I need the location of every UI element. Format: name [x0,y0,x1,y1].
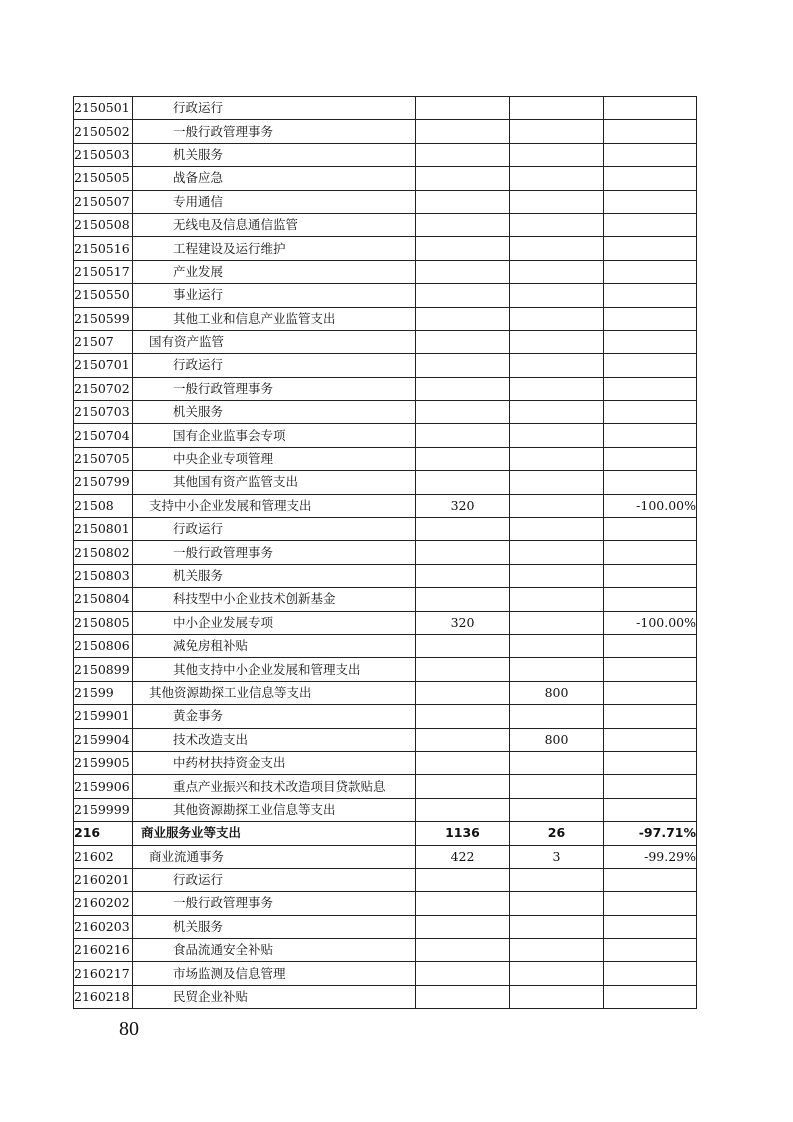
table-row [74,611,697,634]
value-cell-1 [416,518,510,541]
table-row [74,518,697,541]
value-cell-2 [510,167,604,190]
code-cell: 2160203 [74,915,133,938]
code-cell: 216 [74,822,133,845]
change-pct-cell [604,705,697,728]
value-cell-2 [510,494,604,517]
code-cell: 21508 [74,494,133,517]
value-cell-2 [510,634,604,657]
name-cell: 工程建设及运行维护 [133,237,416,260]
name-cell: 专用通信 [133,190,416,213]
code-cell: 2150802 [74,541,133,564]
change-pct-cell [604,97,697,120]
table-row [74,705,697,728]
value-cell-1 [416,447,510,470]
value-cell-1 [416,97,510,120]
change-pct-cell [604,143,697,166]
value-cell-1 [416,915,510,938]
code-cell: 2150806 [74,634,133,657]
table-row [74,751,697,774]
code-cell: 2150804 [74,588,133,611]
change-pct-cell [604,190,697,213]
code-cell: 2150503 [74,143,133,166]
table-row [74,892,697,915]
name-cell: 科技型中小企业技术创新基金 [133,588,416,611]
name-cell: 其他支持中小企业发展和管理支出 [133,658,416,681]
code-cell: 2159906 [74,775,133,798]
value-cell-2: 800 [510,728,604,751]
value-cell-2 [510,939,604,962]
name-cell: 机关服务 [133,564,416,587]
change-pct-cell [604,798,697,821]
change-pct-cell [604,307,697,330]
change-pct-cell [604,401,697,424]
code-cell: 2150805 [74,611,133,634]
value-cell-1 [416,377,510,400]
code-cell: 2160201 [74,868,133,891]
value-cell-2 [510,330,604,353]
value-cell-2 [510,143,604,166]
value-cell-1 [416,985,510,1008]
name-cell: 其他工业和信息产业监管支出 [133,307,416,330]
value-cell-1 [416,962,510,985]
code-cell: 21507 [74,330,133,353]
value-cell-2: 3 [510,845,604,868]
code-cell: 2160202 [74,892,133,915]
name-cell: 中药材扶持资金支出 [133,751,416,774]
change-pct-cell [604,751,697,774]
code-cell: 2150801 [74,518,133,541]
code-cell: 2150505 [74,167,133,190]
value-cell-2 [510,354,604,377]
table-row [74,588,697,611]
table-row [74,260,697,283]
value-cell-1 [416,868,510,891]
value-cell-1 [416,190,510,213]
value-cell-1: 1136 [416,822,510,845]
table-row [74,284,697,307]
name-cell: 商业流通事务 [133,845,416,868]
value-cell-1 [416,330,510,353]
name-cell: 战备应急 [133,167,416,190]
table-row [74,822,697,845]
table-row [74,915,697,938]
change-pct-cell [604,658,697,681]
change-pct-cell [604,728,697,751]
value-cell-2 [510,798,604,821]
name-cell: 中央企业专项管理 [133,447,416,470]
name-cell: 行政运行 [133,868,416,891]
change-pct-cell [604,260,697,283]
table-row [74,564,697,587]
change-pct-cell: -100.00% [604,494,697,517]
value-cell-2 [510,518,604,541]
value-cell-1 [416,751,510,774]
table-row [74,307,697,330]
name-cell: 无线电及信息通信监管 [133,213,416,236]
value-cell-2 [510,588,604,611]
value-cell-1 [416,541,510,564]
value-cell-1 [416,143,510,166]
change-pct-cell [604,775,697,798]
value-cell-2 [510,471,604,494]
name-cell: 商业服务业等支出 [133,822,416,845]
code-cell: 2150599 [74,307,133,330]
name-cell: 机关服务 [133,143,416,166]
table-row [74,401,697,424]
code-cell: 2160217 [74,962,133,985]
value-cell-1: 320 [416,494,510,517]
table-row [74,377,697,400]
value-cell-1 [416,260,510,283]
value-cell-1 [416,892,510,915]
name-cell: 行政运行 [133,354,416,377]
value-cell-1 [416,564,510,587]
value-cell-2 [510,915,604,938]
table-row [74,728,697,751]
value-cell-2 [510,892,604,915]
table-row [74,541,697,564]
code-cell: 2159905 [74,751,133,774]
value-cell-1 [416,775,510,798]
change-pct-cell: -97.71% [604,822,697,845]
code-cell: 2150550 [74,284,133,307]
table-row [74,681,697,704]
value-cell-1 [416,120,510,143]
name-cell: 市场监测及信息管理 [133,962,416,985]
name-cell: 食品流通安全补贴 [133,939,416,962]
value-cell-2: 800 [510,681,604,704]
value-cell-1 [416,354,510,377]
name-cell: 重点产业振兴和技术改造项目贷款贴息 [133,775,416,798]
name-cell: 一般行政管理事务 [133,892,416,915]
table-row [74,330,697,353]
page-number: 80 [119,1018,139,1040]
value-cell-2 [510,377,604,400]
code-cell: 2150508 [74,213,133,236]
value-cell-2 [510,611,604,634]
table-row [74,143,697,166]
name-cell: 一般行政管理事务 [133,120,416,143]
code-cell: 21599 [74,681,133,704]
value-cell-1: 320 [416,611,510,634]
change-pct-cell [604,939,697,962]
value-cell-2 [510,237,604,260]
name-cell: 行政运行 [133,518,416,541]
value-cell-1 [416,658,510,681]
value-cell-1 [416,307,510,330]
table-row [74,658,697,681]
change-pct-cell [604,167,697,190]
value-cell-2: 26 [510,822,604,845]
name-cell: 国有企业监事会专项 [133,424,416,447]
value-cell-1: 422 [416,845,510,868]
code-cell: 2160218 [74,985,133,1008]
value-cell-1 [416,634,510,657]
code-cell: 2150702 [74,377,133,400]
value-cell-2 [510,658,604,681]
change-pct-cell [604,915,697,938]
table-row [74,494,697,517]
value-cell-2 [510,751,604,774]
change-pct-cell [604,447,697,470]
code-cell: 2159999 [74,798,133,821]
code-cell: 2150501 [74,97,133,120]
table-row [74,120,697,143]
name-cell: 其他资源勘探工业信息等支出 [133,798,416,821]
change-pct-cell [604,354,697,377]
change-pct-cell [604,424,697,447]
table-row [74,167,697,190]
code-cell: 2150799 [74,471,133,494]
value-cell-1 [416,728,510,751]
value-cell-1 [416,939,510,962]
name-cell: 技术改造支出 [133,728,416,751]
budget-table-body [74,97,697,1009]
value-cell-2 [510,97,604,120]
name-cell: 机关服务 [133,401,416,424]
name-cell: 中小企业发展专项 [133,611,416,634]
table-row [74,424,697,447]
value-cell-2 [510,213,604,236]
value-cell-2 [510,985,604,1008]
name-cell: 行政运行 [133,97,416,120]
change-pct-cell [604,471,697,494]
value-cell-2 [510,541,604,564]
value-cell-2 [510,705,604,728]
code-cell: 2150704 [74,424,133,447]
name-cell: 一般行政管理事务 [133,377,416,400]
code-cell: 21602 [74,845,133,868]
name-cell: 支持中小企业发展和管理支出 [133,494,416,517]
change-pct-cell [604,868,697,891]
code-cell: 2150516 [74,237,133,260]
change-pct-cell: -100.00% [604,611,697,634]
table-row [74,939,697,962]
table-row [74,985,697,1008]
change-pct-cell [604,330,697,353]
code-cell: 2150705 [74,447,133,470]
change-pct-cell [604,518,697,541]
value-cell-2 [510,775,604,798]
change-pct-cell [604,564,697,587]
code-cell: 2160216 [74,939,133,962]
change-pct-cell [604,962,697,985]
name-cell: 机关服务 [133,915,416,938]
name-cell: 产业发展 [133,260,416,283]
code-cell: 2150803 [74,564,133,587]
value-cell-2 [510,307,604,330]
value-cell-2 [510,190,604,213]
table-row [74,213,697,236]
table-row [74,354,697,377]
change-pct-cell [604,284,697,307]
value-cell-2 [510,868,604,891]
value-cell-2 [510,962,604,985]
change-pct-cell [604,541,697,564]
table-row [74,634,697,657]
value-cell-1 [416,588,510,611]
table-row [74,190,697,213]
name-cell: 其他国有资产监管支出 [133,471,416,494]
table-row [74,868,697,891]
code-cell: 2150507 [74,190,133,213]
value-cell-2 [510,401,604,424]
table-row [74,962,697,985]
name-cell: 其他资源勘探工业信息等支出 [133,681,416,704]
table-row [74,798,697,821]
value-cell-1 [416,705,510,728]
value-cell-1 [416,424,510,447]
value-cell-1 [416,284,510,307]
change-pct-cell [604,237,697,260]
name-cell: 国有资产监管 [133,330,416,353]
change-pct-cell [604,120,697,143]
table-row [74,237,697,260]
value-cell-2 [510,284,604,307]
change-pct-cell [604,985,697,1008]
code-cell: 2150701 [74,354,133,377]
name-cell: 民贸企业补贴 [133,985,416,1008]
change-pct-cell: -99.29% [604,845,697,868]
value-cell-2 [510,447,604,470]
value-cell-1 [416,471,510,494]
value-cell-2 [510,424,604,447]
value-cell-1 [416,798,510,821]
code-cell: 2150517 [74,260,133,283]
name-cell: 减免房租补贴 [133,634,416,657]
code-cell: 2159904 [74,728,133,751]
code-cell: 2150899 [74,658,133,681]
name-cell: 黄金事务 [133,705,416,728]
table-row [74,471,697,494]
table-row [74,845,697,868]
table-row [74,447,697,470]
value-cell-2 [510,260,604,283]
value-cell-1 [416,167,510,190]
change-pct-cell [604,681,697,704]
code-cell: 2159901 [74,705,133,728]
table-row [74,775,697,798]
value-cell-1 [416,237,510,260]
name-cell: 事业运行 [133,284,416,307]
name-cell: 一般行政管理事务 [133,541,416,564]
change-pct-cell [604,634,697,657]
code-cell: 2150703 [74,401,133,424]
change-pct-cell [604,588,697,611]
value-cell-2 [510,120,604,143]
code-cell: 2150502 [74,120,133,143]
value-cell-1 [416,213,510,236]
change-pct-cell [604,213,697,236]
change-pct-cell [604,377,697,400]
budget-table [73,96,697,1009]
change-pct-cell [604,892,697,915]
value-cell-2 [510,564,604,587]
table-row [74,97,697,120]
value-cell-1 [416,401,510,424]
value-cell-1 [416,681,510,704]
